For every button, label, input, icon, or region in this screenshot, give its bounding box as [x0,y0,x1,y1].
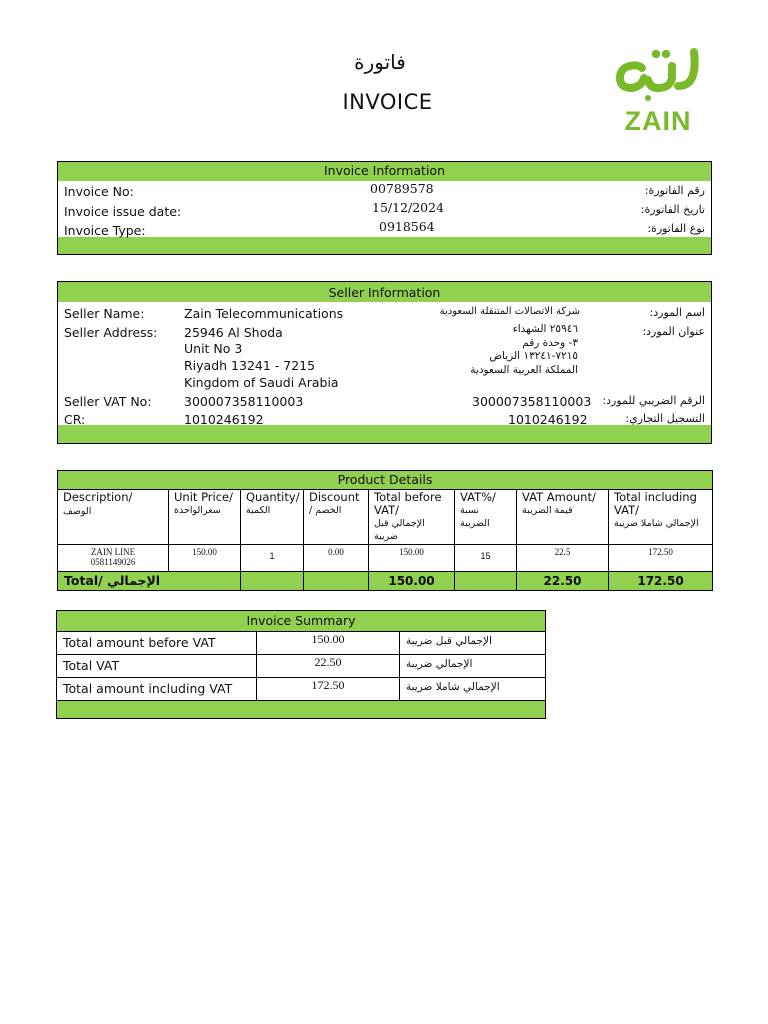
total-including-vat-total: 172.50 [609,572,713,591]
summary-value: 150.00 [257,632,400,655]
seller-address-line: Kingdom of Saudi Arabia [184,375,339,390]
empty-cell [455,572,517,591]
seller-vat-label-ar: الرقم الضريبي للمورد: [602,394,705,407]
seller-cr-label: CR: [64,412,86,427]
column-header-quantity: Quantity/ الكمية [241,490,304,545]
summary-label: Total VAT [57,655,257,678]
seller-address-label-ar: عنوان المورد: [642,325,705,338]
summary-label: Total amount including VAT [57,678,257,701]
column-header-vat-amount: VAT Amount/ قيمة الضريبة [517,490,609,545]
empty-cell [304,572,369,591]
seller-vat-value: 300007358110003 [184,394,304,409]
logo-wordmark: ZAIN [624,106,692,134]
quantity-cell: 1 [241,545,304,572]
invoice-date-value: 15/12/2024 [372,200,445,215]
summary-label: Total amount before VAT [57,632,257,655]
invoice-summary-table [56,610,546,719]
seller-address-ar-line: ٢٥٩٤٦ الشهداء [512,323,578,335]
empty-cell [241,572,304,591]
vat-amount-total: 22.50 [517,572,609,591]
invoice-type-label: Invoice Type: [64,223,146,238]
summary-label-ar: الإجمالي شاملا ضريبة [400,678,546,701]
seller-address-line: 25946 Al Shoda [184,325,283,340]
summary-label-ar: الإجمالي قبل ضريبة [400,632,546,655]
seller-cr-value-ar: 1010246192 [508,412,588,427]
summary-row [57,632,546,655]
section-heading: Seller Information [58,282,711,302]
invoice-no-label: Invoice No: [64,184,134,199]
total-label: Total/ الإجمالي [58,572,241,591]
column-header-description: Description/ الوصف [58,490,169,545]
section-heading: Invoice Summary [57,611,546,632]
seller-vat-value-ar: 300007358110003 [472,394,592,409]
seller-name-value: Zain Telecommunications [184,306,344,321]
seller-address-label: Seller Address: [64,325,158,340]
summary-row [57,678,546,701]
seller-cr-value: 1010246192 [184,412,264,427]
seller-name-ar: شركة الاتصالات المتنقلة السعودية [439,306,580,317]
column-header-total-including-vat: Total including VAT/ الإجمالي شاملا ضريبة [609,490,713,545]
seller-address-line: Unit No 3 [184,341,243,356]
vat-percent-cell: 15 [455,545,517,572]
total-including-vat-cell: 172.50 [609,545,713,572]
section-footer-bar [58,425,711,443]
seller-address-ar-line: ٧٢١٥-١٣٢٤١ الرياض [489,350,578,362]
seller-vat-label: Seller VAT No: [64,394,152,409]
section-heading: Invoice Information [58,162,711,181]
zain-logo [608,44,708,134]
invoice-title: INVOICE [342,90,433,114]
column-header-discount: Discount الخصم / [304,490,369,545]
seller-address-ar-line: المملكة العربية السعودية [470,364,578,376]
vat-amount-cell: 22.5 [517,545,609,572]
total-before-vat-cell: 150.00 [369,545,455,572]
invoice-type-label-ar: نوع الفاتورة: [647,222,705,235]
summary-value: 22.50 [257,655,400,678]
seller-address-ar-line: ٣- وحدة رقم [522,337,578,349]
summary-value: 172.50 [257,678,400,701]
invoice-date-label-ar: تاريخ الفاتورة: [640,203,705,216]
invoice-date-label: Invoice issue date: [64,204,182,219]
column-header-total-before-vat: Total before VAT/ الإجمالي قبل ضريبة [369,490,455,545]
invoice-type-value: 0918564 [379,219,435,234]
summary-label-ar: الإجمالي ضريبة [400,655,546,678]
invoice-no-value: 00789578 [370,181,434,196]
seller-address-line: Riyadh 13241 - 7215 [184,358,316,373]
product-description-cell: ZAIN LINE 0581149026 [58,545,169,572]
invoice-information-section [57,161,712,255]
section-footer-bar [57,701,546,719]
seller-name-label: Seller Name: [64,306,145,321]
totals-row [58,572,713,591]
table-row [58,545,713,572]
invoice-title-arabic: فاتورة [354,50,406,74]
section-heading: Product Details [58,471,713,490]
invoice-no-label-ar: رقم الفاتورة: [644,184,705,197]
seller-information-section [57,281,712,444]
discount-cell: 0.00 [304,545,369,572]
column-header-vat-percent: VAT%/ نسبة الضريبة [455,490,517,545]
section-footer-bar [58,237,711,254]
summary-row [57,655,546,678]
seller-cr-label-ar: التسجيل التجاري: [625,412,705,425]
seller-name-label-ar: اسم المورد: [649,306,705,319]
total-before-vat-total: 150.00 [369,572,455,591]
column-header-unit-price: Unit Price/ سعرالواحدة [169,490,241,545]
unit-price-cell: 150.00 [169,545,241,572]
product-details-table [57,470,713,591]
